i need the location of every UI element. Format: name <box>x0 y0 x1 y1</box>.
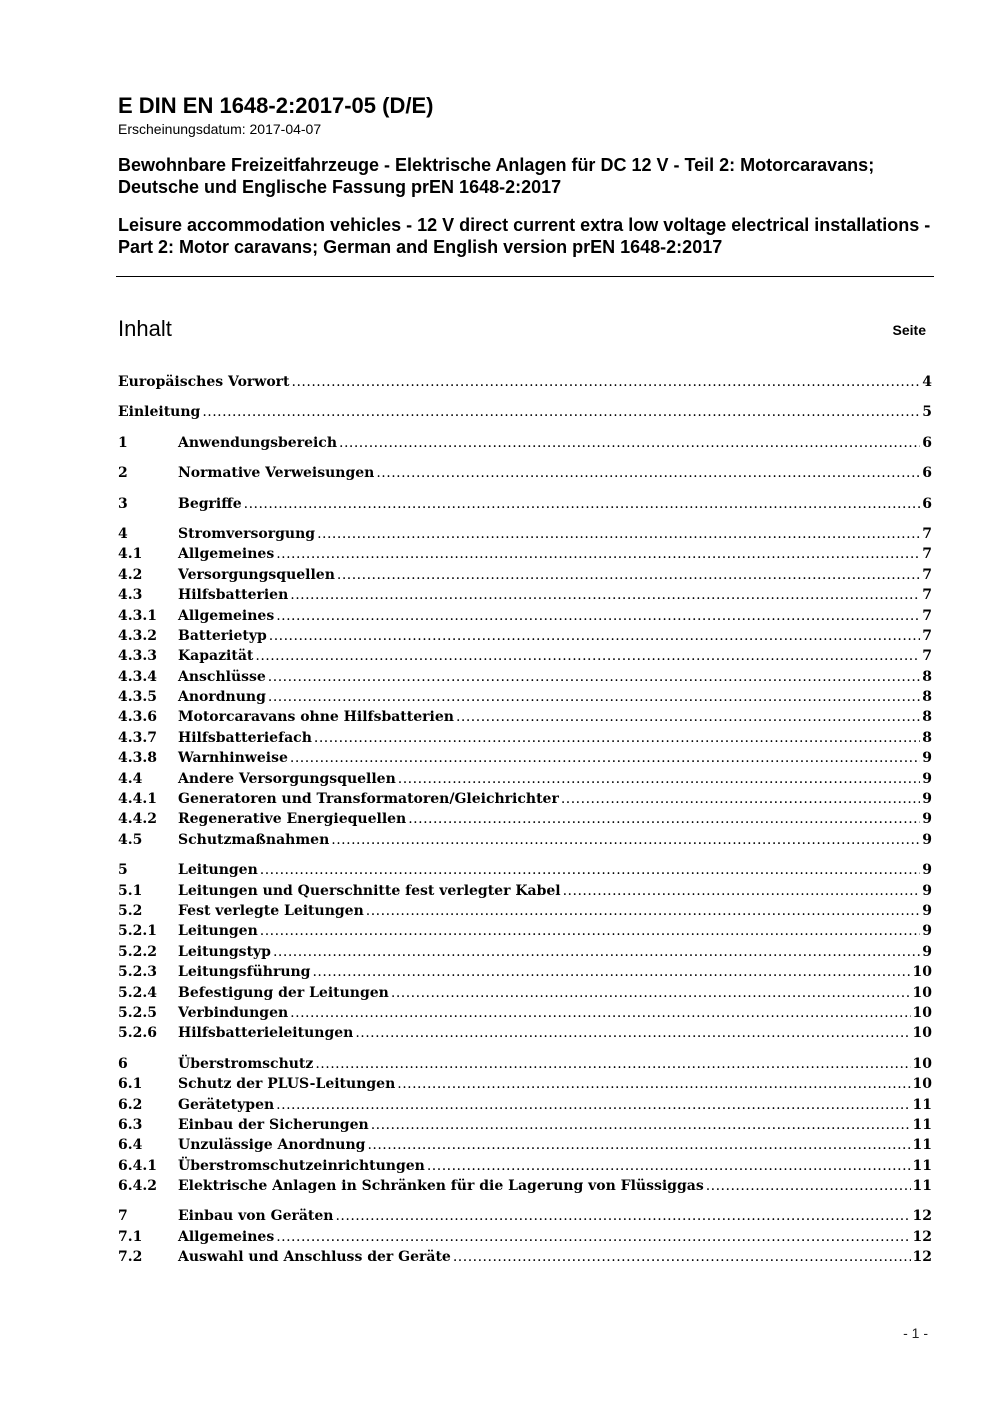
toc-entry-number: 4.3 <box>118 587 143 604</box>
toc-entry-number: 4.3.8 <box>118 750 157 767</box>
toc-dot-leader <box>366 901 920 921</box>
toc-entry-title: Begriffe <box>178 495 242 512</box>
toc-entry-title: Leitungen <box>178 862 258 879</box>
toc-heading <box>118 314 926 346</box>
toc-entry[interactable] <box>118 1135 932 1155</box>
toc-entry[interactable] <box>118 1227 932 1247</box>
toc-entry[interactable] <box>118 1095 932 1115</box>
toc-entry-title: Fest verlegte Leitungen <box>178 902 364 919</box>
toc-dot-leader <box>339 433 920 453</box>
toc-dot-leader <box>276 606 920 626</box>
toc-dot-leader <box>563 881 921 901</box>
publication-date: Erscheinungsdatum: 2017-04-07 <box>118 121 322 137</box>
toc-entry-title: Warnhinweise <box>178 750 288 767</box>
title-english: Leisure accommodation vehicles - 12 V direct current extra low voltage electrical installations - Part 2: Motor caravans; German and English version prEN 1648-2:2017 <box>118 215 931 257</box>
toc-entry[interactable] <box>118 921 932 941</box>
toc-dot-leader <box>260 860 920 880</box>
toc-entry-page: 9 <box>922 943 932 960</box>
toc-entry-page: 9 <box>922 862 932 879</box>
toc-dot-leader <box>371 1115 911 1135</box>
toc-entry-title: Verbindungen <box>178 1004 289 1021</box>
toc-entry-title: Generatoren und Transformatoren/Gleichrichter <box>178 791 559 808</box>
toc-dot-leader <box>398 769 920 789</box>
toc-dot-leader <box>376 463 920 483</box>
toc-entry-title: Befestigung der Leitungen <box>178 984 389 1001</box>
toc-entry-title: Hilfsbatteriefach <box>178 729 312 746</box>
toc-entry[interactable] <box>118 809 932 829</box>
toc-entry-number: 4.3.3 <box>118 648 157 665</box>
toc-entry-title: Andere Versorgungsquellen <box>178 770 396 787</box>
toc-dot-leader <box>276 1095 910 1115</box>
toc-entry-number: 6.4.2 <box>118 1178 157 1195</box>
toc-entry[interactable] <box>118 626 932 646</box>
toc-entry-page: 7 <box>922 627 932 644</box>
toc-dot-leader <box>391 983 911 1003</box>
toc-entry-number: 4.3.2 <box>118 627 157 644</box>
toc-entry-title: Stromversorgung <box>178 525 316 542</box>
toc-entry-page: 11 <box>912 1137 932 1154</box>
toc-entry-number: 6.1 <box>118 1076 143 1093</box>
toc-entry[interactable] <box>118 942 932 962</box>
toc-entry-title: Anwendungsbereich <box>178 434 337 451</box>
toc-entry[interactable] <box>118 524 932 544</box>
toc-entry[interactable] <box>118 1176 932 1196</box>
toc-entry-page: 8 <box>922 668 932 685</box>
toc-entry[interactable] <box>118 1247 932 1267</box>
document-id: E DIN EN 1648-2:2017-05 (D/E) <box>118 93 434 118</box>
toc-entry-page: 9 <box>922 923 932 940</box>
toc-entry-page: 11 <box>912 1157 932 1174</box>
toc-dot-leader <box>268 687 920 707</box>
toc-entry-title: Anschlüsse <box>178 668 266 685</box>
toc-entry-number: 5.2.3 <box>118 964 157 981</box>
toc-entry-number: 7.2 <box>118 1249 143 1266</box>
toc-title: Inhalt <box>118 316 172 341</box>
toc-entry-number: 5.2.1 <box>118 923 157 940</box>
toc-entry[interactable] <box>118 1054 932 1074</box>
toc-entry-title: Hilfsbatterieleitungen <box>178 1025 354 1042</box>
toc-entry-title: Unzulässige Anordnung <box>178 1137 366 1154</box>
toc-entry-number: 4.5 <box>118 831 143 848</box>
toc-entry-page: 9 <box>922 750 932 767</box>
toc-dot-leader <box>290 748 920 768</box>
toc-entry[interactable] <box>118 1074 932 1094</box>
toc-entry-number: 4.3.6 <box>118 709 157 726</box>
table-of-contents <box>118 372 932 1268</box>
toc-entry-title: Überstromschutz <box>178 1055 314 1072</box>
toc-entry-page: 6 <box>922 495 932 512</box>
toc-entry[interactable] <box>118 433 932 453</box>
toc-entry-page: 9 <box>922 791 932 808</box>
toc-dot-leader <box>315 1054 910 1074</box>
toc-page-label: Seite <box>892 322 926 338</box>
toc-entry-title: Europäisches Vorwort <box>118 374 290 390</box>
toc-entry[interactable] <box>118 1003 932 1023</box>
toc-entry-number: 4.3.5 <box>118 689 157 706</box>
toc-entry[interactable] <box>118 1206 932 1226</box>
toc-entry-page: 4 <box>922 374 932 390</box>
toc-entry[interactable] <box>118 789 932 809</box>
toc-dot-leader <box>314 728 920 748</box>
toc-entry-page: 10 <box>912 1004 932 1021</box>
toc-entry-number: 5.2.6 <box>118 1025 157 1042</box>
toc-entry-number: 5 <box>118 862 128 879</box>
toc-dot-leader <box>276 1227 910 1247</box>
toc-entry-title: Allgemeines <box>178 546 275 563</box>
toc-dot-leader <box>335 1206 910 1226</box>
toc-entry-page: 9 <box>922 831 932 848</box>
toc-entry-title: Allgemeines <box>178 1228 275 1245</box>
toc-dot-leader <box>408 809 920 829</box>
toc-entry-number: 5.2 <box>118 902 143 919</box>
toc-entry[interactable] <box>118 881 932 901</box>
toc-entry[interactable] <box>118 687 932 707</box>
toc-entry-title: Normative Verweisungen <box>178 465 375 482</box>
toc-entry-page: 10 <box>912 964 932 981</box>
toc-entry[interactable] <box>118 1115 932 1135</box>
toc-entry-page: 12 <box>912 1228 932 1245</box>
toc-entry-title: Anordnung <box>178 689 266 706</box>
toc-entry-page: 9 <box>922 902 932 919</box>
toc-entry-page: 7 <box>922 607 932 624</box>
toc-entry-title: Leitungen <box>178 923 258 940</box>
title-german: Bewohnbare Freizeitfahrzeuge - Elektrische Anlagen für DC 12 V - Teil 2: Motorcaravans; Deutsche und Englische Fassung prEN 1648-2:2017 <box>118 155 875 197</box>
toc-entry-page: 5 <box>922 404 932 421</box>
toc-entry-number: 7 <box>118 1208 128 1225</box>
toc-entry[interactable] <box>118 544 932 564</box>
toc-entry-page: 7 <box>922 587 932 604</box>
toc-entry[interactable] <box>118 769 932 789</box>
toc-dot-leader <box>397 1074 910 1094</box>
toc-entry-title: Batterietyp <box>178 627 267 644</box>
toc-dot-leader <box>268 667 920 687</box>
toc-entry-title: Auswahl und Anschluss der Geräte <box>178 1249 451 1266</box>
toc-entry-title: Überstromschutzeinrichtungen <box>178 1157 425 1174</box>
toc-entry-page: 9 <box>922 770 932 787</box>
toc-entry-page: 10 <box>912 1055 932 1072</box>
toc-entry-number: 6 <box>118 1055 128 1072</box>
toc-entry-page: 7 <box>922 566 932 583</box>
toc-entry-page: 12 <box>912 1208 932 1225</box>
toc-entry[interactable] <box>118 565 932 585</box>
toc-entry-number: 4.4.1 <box>118 791 157 808</box>
toc-entry-number: 6.4.1 <box>118 1157 157 1174</box>
toc-dot-leader <box>292 372 921 392</box>
toc-entry-page: 10 <box>912 1076 932 1093</box>
toc-entry-number: 5.2.5 <box>118 1004 157 1021</box>
toc-entry-page: 8 <box>922 689 932 706</box>
toc-entry[interactable] <box>118 901 932 921</box>
toc-entry[interactable] <box>118 830 932 850</box>
toc-dot-leader <box>269 626 921 646</box>
page-number: - 1 - <box>903 1325 928 1341</box>
toc-entry-title: Leitungen und Querschnitte fest verlegter Kabel <box>178 882 561 899</box>
toc-entry-number: 3 <box>118 495 128 512</box>
toc-entry-number: 6.2 <box>118 1096 143 1113</box>
toc-entry-page: 11 <box>912 1178 932 1195</box>
toc-dot-leader <box>561 789 920 809</box>
toc-entry[interactable] <box>118 463 932 483</box>
toc-entry-number: 2 <box>118 465 128 482</box>
toc-entry-page: 8 <box>922 709 932 726</box>
toc-entry[interactable] <box>118 1023 932 1043</box>
toc-entry-number: 4.4.2 <box>118 811 157 828</box>
toc-entry-title: Motorcaravans ohne Hilfsbatterien <box>178 709 454 726</box>
toc-entry[interactable] <box>118 707 932 727</box>
toc-entry-number: 6.4 <box>118 1137 143 1154</box>
toc-entry[interactable] <box>118 372 932 392</box>
toc-entry[interactable] <box>118 728 932 748</box>
toc-entry-page: 11 <box>912 1116 932 1133</box>
toc-dot-leader <box>706 1176 911 1196</box>
toc-entry-title: Leitungsführung <box>178 964 311 981</box>
toc-entry[interactable] <box>118 1156 932 1176</box>
toc-entry-title: Elektrische Anlagen in Schränken für die Lagerung von Flüssiggas <box>178 1178 704 1195</box>
toc-entry-number: 5.1 <box>118 882 143 899</box>
toc-entry-page: 6 <box>922 465 932 482</box>
toc-entry-number: 4.2 <box>118 566 143 583</box>
toc-entry[interactable] <box>118 962 932 982</box>
toc-dot-leader <box>367 1135 910 1155</box>
toc-entry-number: 4.3.7 <box>118 729 157 746</box>
toc-entry-number: 1 <box>118 434 128 451</box>
toc-dot-leader <box>255 646 920 666</box>
toc-entry[interactable] <box>118 585 932 605</box>
toc-dot-leader <box>273 942 920 962</box>
toc-dot-leader <box>290 1003 910 1023</box>
toc-entry-page: 6 <box>922 434 932 451</box>
toc-entry-number: 5.2.2 <box>118 943 157 960</box>
toc-entry-title: Allgemeines <box>178 607 275 624</box>
toc-entry-title: Leitungstyp <box>178 943 271 960</box>
toc-dot-leader <box>456 707 920 727</box>
toc-dot-leader <box>331 830 920 850</box>
toc-entry-page: 9 <box>922 811 932 828</box>
toc-entry[interactable] <box>118 983 932 1003</box>
header-divider <box>116 276 934 277</box>
toc-dot-leader <box>202 402 920 422</box>
toc-entry-title: Hilfsbatterien <box>178 587 289 604</box>
toc-dot-leader <box>337 565 920 585</box>
toc-entry[interactable] <box>118 402 932 422</box>
toc-entry-page: 10 <box>912 1025 932 1042</box>
toc-entry-title: Schutzmaßnahmen <box>178 831 330 848</box>
toc-entry-title: Kapazität <box>178 648 254 665</box>
toc-entry-title: Versorgungsquellen <box>178 566 335 583</box>
toc-entry-title: Regenerative Energiequellen <box>178 811 407 828</box>
toc-dot-leader <box>290 585 920 605</box>
toc-entry-page: 7 <box>922 546 932 563</box>
toc-dot-leader <box>317 524 920 544</box>
toc-entry-page: 10 <box>912 984 932 1001</box>
toc-entry-number: 4.3.1 <box>118 607 157 624</box>
toc-entry-number: 5.2.4 <box>118 984 157 1001</box>
toc-dot-leader <box>427 1156 911 1176</box>
toc-entry-page: 7 <box>922 525 932 542</box>
toc-entry-title: Einleitung <box>118 404 201 421</box>
toc-entry-title: Einbau von Geräten <box>178 1208 334 1225</box>
toc-entry[interactable] <box>118 667 932 687</box>
toc-entry-number: 4.1 <box>118 546 143 563</box>
toc-entry-title: Gerätetypen <box>178 1096 275 1113</box>
toc-dot-leader <box>276 544 920 564</box>
toc-dot-leader <box>244 494 921 514</box>
toc-entry[interactable] <box>118 860 932 880</box>
toc-entry-page: 8 <box>922 729 932 746</box>
toc-entry[interactable] <box>118 748 932 768</box>
toc-dot-leader <box>453 1247 911 1267</box>
document-header <box>118 92 934 258</box>
toc-dot-leader <box>355 1023 910 1043</box>
toc-entry-number: 6.3 <box>118 1116 143 1133</box>
toc-entry-number: 4.4 <box>118 770 143 787</box>
toc-entry[interactable] <box>118 646 932 666</box>
toc-entry-page: 11 <box>912 1096 932 1113</box>
toc-dot-leader <box>260 921 920 941</box>
toc-entry-page: 7 <box>922 648 932 665</box>
toc-entry-number: 4 <box>118 525 128 542</box>
toc-dot-leader <box>312 962 910 982</box>
toc-entry-page: 9 <box>922 882 932 899</box>
toc-entry-title: Einbau der Sicherungen <box>178 1116 369 1133</box>
toc-entry[interactable] <box>118 494 932 514</box>
toc-entry[interactable] <box>118 606 932 626</box>
toc-entry-number: 7.1 <box>118 1228 143 1245</box>
toc-entry-number: 4.3.4 <box>118 668 157 685</box>
toc-entry-page: 12 <box>912 1249 932 1266</box>
toc-entry-title: Schutz der PLUS-Leitungen <box>178 1076 396 1093</box>
